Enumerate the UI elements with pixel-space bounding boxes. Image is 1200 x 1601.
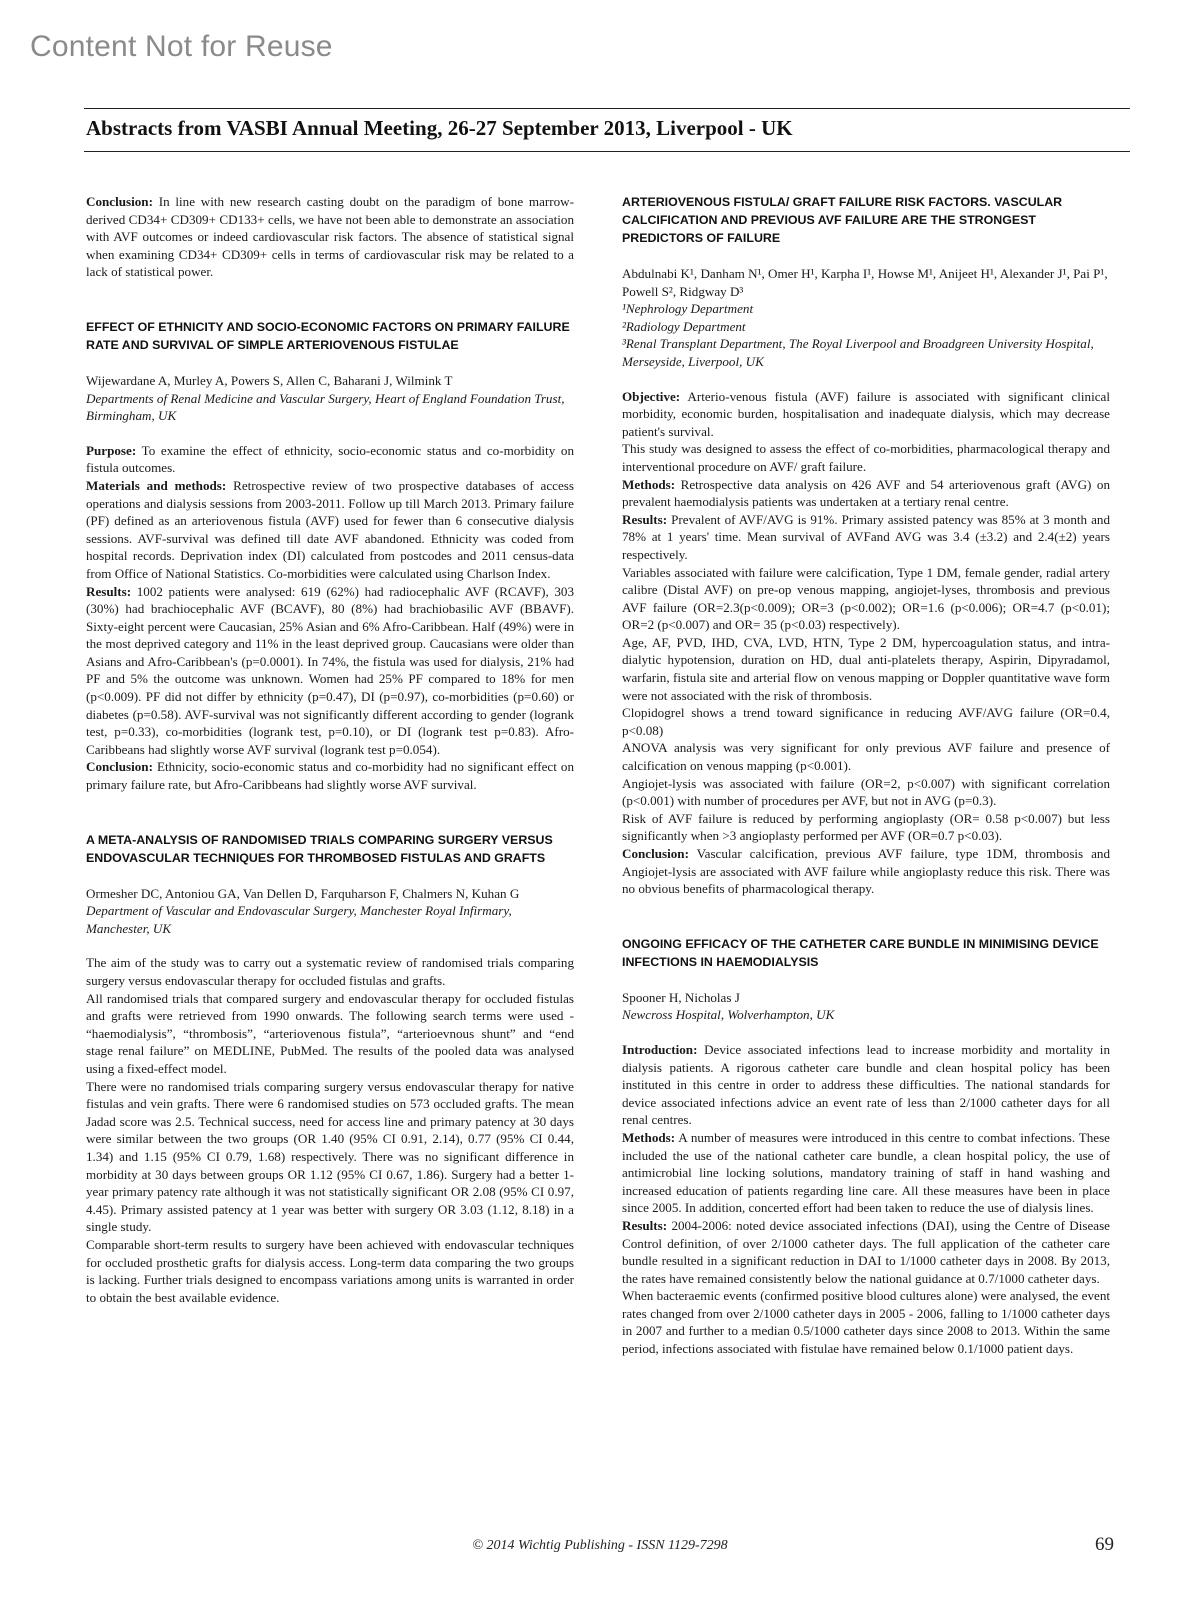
conclusion-label: Conclusion: (86, 194, 153, 209)
section-label: Results: (86, 583, 132, 599)
affiliation-1: ¹Nephrology Department (622, 301, 754, 317)
abstract-paragraph: ANOVA analysis was very significant for only previous AVF failure and presence of calcification on venous mapping (p<0.001). (622, 740, 1110, 774)
header-rule-top (84, 108, 1130, 109)
abstract-paragraph: Comparable short-term results to surgery have been achieved with endovascular techniques for occluded prosthetic grafts for dialysis access. Long-term data comparing the two groups is lacking. Further trials designed to encompass variations among units is warranted in order to obtain the best available evidence. (86, 1236, 574, 1305)
continued-conclusion (86, 193, 574, 281)
abstract-paragraph: When bacteraemic events (confirmed positive blood cultures alone) were analysed, the event rates changed from over 2/1000 catheter days in 2005 - 2006, falling to 1/1000 catheter days in 2007 and further to a median 0.5/1000 catheter days since 2008 to 2013. Within the same period, infections associated with fistulae have remained below 0.1/1000 patient days. (622, 1288, 1110, 1357)
abstract-methods (622, 1129, 1110, 1217)
abstract-methods (86, 477, 574, 583)
section-text: Vascular calcification, previous AVF failure, type 1DM, thrombosis and Angiojet-lysis are associated with AVF failure while angioplasty reduce this risk. There was no obvious benefits of pharmacological therapy. (622, 846, 1110, 897)
right-column (622, 193, 1110, 1358)
abstract-introduction (622, 1041, 1110, 1129)
abstract-paragraph: Variables associated with failure were calcification, Type 1 DM, female gender, radial artery calibre (Distal AVF) on pre-op venous mapping, angiojet-lyses, thrombosis and previous AVF failure (OR=2.3(p<0.009); OR=3 (p<0.002); OR=1.6 (p<0.006); OR=4.7 (p<0.01); OR=2 (p<0.007) and OR= 35 (p<0.03) respectively). (622, 564, 1110, 633)
section-label: Methods: (622, 1129, 676, 1145)
section-text: 1002 patients were analysed: 619 (62%) had radiocephalic AVF (RCAVF), 303 (30%) had brachiocephalic AVF (BCAVF), 80 (8%) had brachiobasilic AVF (BBAVF). Sixty-eight percent were Caucasian, 25% Asian and 6% Afro-Caribbean. Half (49%) were in the most deprived category and 11% in the least deprived group. Caucasians were older than Asians and Afro-Caribbean's (p=0.0001). In 74%, the fistula was used for dialysis, 21% had PF and 5% the outcome was unknown. Women had 25% PF compared to 18% for men (p<0.009). PF did not differ by ethnicity (p=0.47), DI (p=0.97), co-morbidities (p=0.60) or diabetes (p=0.58). AVF-survival was not significantly different according to gender (logrank test, p=0.33), co-morbidities (logrank test, p=0.10), or DI (logrank test p=0.83). Afro-Caribbeans had slightly worse AVF survival (logrank test p=0.054). (86, 583, 574, 757)
section-label: Conclusion: (86, 759, 153, 775)
abstract-title: A META-ANALYSIS OF RANDOMISED TRIALS COMPARING SURGERY VERSUS ENDOVASCULAR TECHNIQUES FOR THROMBOSED FISTULAS AND GRAFTS (86, 832, 553, 865)
abstract-affiliation: Department of Vascular and Endovascular Surgery, Manchester Royal Infirmary, Manchester, UK (86, 903, 512, 936)
section-text: A number of measures were introduced in this centre to combat infections. These included the use of the national catheter care bundle, a clean hospital policy, the use of antimicrobial line locking solutions, mandatory training of staff in hand washing and increased education of patients regarding line care. All these measures have been in place since 2005. In addition, concerted effort had been taken to reduce the use of dialysis lines. (622, 1129, 1110, 1216)
abstract-paragraph: There were no randomised trials comparing surgery versus endovascular therapy for native fistulas and vein grafts. There were 6 randomised studies on 573 occluded grafts. The mean Jadad score was 2.5. Technical success, need for access line and primary patency at 30 days were similar between the two groups (OR 1.40 (95% CI 0.91, 2.14), 0.77 (95% CI 0.44, 1.34) and 1.15 (95% CI 0.79, 1.68) respectively. There was no significant difference in morbidity at 30 days between groups OR 1.12 (95% CI 0.67, 1.86). Surgery had a better 1-year primary patency rate although it was not statistically significant OR 2.08 (95% CI 0.97, 4.45). Primary assisted patency at 1 year was better with surgery OR 3.03 (1.12, 8.18) in a single study. (86, 1078, 574, 1235)
abstract-results (622, 511, 1110, 564)
section-label: Results: (622, 1217, 668, 1233)
abstract-paragraph: Angiojet-lysis was associated with failure (OR=2, p<0.007) with significant correlation (p<0.001) with number of procedures per AVF, but not in AVG (p=0.3). (622, 775, 1110, 809)
affiliation-2: ²Radiology Department (622, 318, 746, 334)
abstract-paragraph: All randomised trials that compared surgery and endovascular therapy for occluded fistulas and grafts were retrieved from 1990 onwards. The following search terms were used - “haemodialysis”, “thrombosis”, “arteriovenous fistula”, “arterioevnous shunt” and “end stage renal failure” on MEDLINE, PubMed. The results of the pooled data was analysed using a fixed-effect model. (86, 990, 574, 1076)
abstract-authors: Wijewardane A, Murley A, Powers S, Allen C, Baharani J, Wilmink T (86, 372, 453, 388)
section-text: Arterio-venous fistula (AVF) failure is associated with significant clinical morbidity, economic burden, hospitalisation and inadequate dialysis, which may decrease patient's survival. (622, 388, 1110, 439)
section-text: 2004-2006: noted device associated infections (DAI), using the Centre of Disease Control definition, of over 2/1000 catheter days. The full application of the catheter care bundle resulted in a significant reduction in DAI to 1/1000 catheter days in 2008. By 2013, the rates have remained consistently below the national guidance at 0.7/1000 catheter days. (622, 1217, 1110, 1286)
abstract-title: ONGOING EFFICACY OF THE CATHETER CARE BUNDLE IN MINIMISING DEVICE INFECTIONS IN HAEMODIALYSIS (622, 936, 1099, 969)
affiliation-3: ³Renal Transplant Department, The Royal Liverpool and Broadgreen University Hospital, Merseyside, Liverpool, UK (622, 336, 1094, 369)
conclusion-text: In line with new research casting doubt on the paradigm of bone marrow-derived CD34+ CD309+ CD133+ cells, we have not been able to demonstrate an association with AVF outcomes or indeed cardiovascular risk factors. The absence of statistical signal when examining CD34+ CD309+ cells in terms of cardiovascular risk may be related to a lack of statistical power. (86, 194, 574, 280)
section-text: Ethnicity, socio-economic status and co-morbidity had no significant effect on primary failure rate, but Afro-Caribbeans had slightly worse AVF survival. (86, 759, 574, 793)
abstract-title: ARTERIOVENOUS FISTULA/ GRAFT FAILURE RISK FACTORS. VASCULAR CALCIFICATION AND PREVIOUS AVF FAILURE ARE THE STRONGEST PREDICTORS OF FAILURE (622, 195, 1063, 245)
abstract-purpose (86, 442, 574, 477)
abstract-results (86, 583, 574, 759)
journal-header: Abstracts from VASBI Annual Meeting, 26-27 September 2013, Liverpool - UK (86, 116, 793, 140)
abstract-authors: Spooner H, Nicholas J (622, 989, 740, 1005)
abstract-paragraph: Age, AF, PVD, IHD, CVA, LVD, HTN, Type 2 DM, hypercoagulation status, and intra-dialytic hypotension, duration on HD, dual anti-platelets therapy, Aspirin, Dipyradamol, warfarin, fistula site and arterial flow on venous mapping or Doppler quantitative wave form were not associated with the risk of thrombosis. (622, 634, 1110, 703)
section-label: Materials and methods: (86, 477, 227, 493)
abstract-methods (622, 476, 1110, 511)
abstract-paragraph: Clopidogrel shows a trend toward significance in reducing AVF/AVG failure (OR=0.4, p<0.08) (622, 705, 1110, 738)
abstract-authors: Ormesher DC, Antoniou GA, Van Dellen D, Farquharson F, Chalmers N, Kuhan G (86, 885, 520, 901)
section-text: Device associated infections lead to increase morbidity and mortality in dialysis patients. A rigorous catheter care bundle and clean hospital policy has been instituted in this centre in order to address these difficulties. The national standards for device associated infections advice an event rate of less than 2/1000 catheter days for all renal centres. (622, 1041, 1110, 1128)
abstract-results (622, 1217, 1110, 1287)
header-rule-bottom (84, 151, 1130, 152)
abstract-design: This study was designed to assess the effect of co-morbidities, pharmacological therapy and interventional procedure on AVF/ graft failure. (622, 441, 1110, 474)
section-text: To examine the effect of ethnicity, socio-economic status and co-morbidity on fistula outcomes. (86, 442, 574, 476)
abstract-paragraph: Risk of AVF failure is reduced by performing angioplasty (OR= 0.58 p<0.007) but less significantly when >3 angioplasty performed per AVF (OR=0.7 p<0.03). (622, 810, 1110, 844)
page-number: 69 (1095, 1534, 1114, 1555)
abstract-title: EFFECT OF ETHNICITY AND SOCIO-ECONOMIC FACTORS ON PRIMARY FAILURE RATE AND SURVIVAL OF SIMPLE ARTERIOVENOUS FISTULAE (86, 319, 570, 352)
section-label: Purpose: (86, 442, 137, 458)
footer-copyright: © 2014 Wichtig Publishing - ISSN 1129-7298 (472, 1538, 728, 1553)
section-label: Methods: (622, 476, 676, 492)
abstract-paragraph: The aim of the study was to carry out a systematic review of randomised trials comparing surgery versus endovascular therapy for occluded fistulas and grafts. (86, 955, 574, 988)
section-text: Retrospective review of two prospective databases of access operations and dialysis sessions from 2003-2011. Follow up till March 2013. Primary failure (PF) defined as an arteriovenous fistula (AVF) used for fewer than 6 consecutive dialysis sessions. AVF-survival was defined till date AVF abandoned. Ethnicity was coded from hospital records. Deprivation index (DI) calculated from postcodes and 2011 census-data from Office of National Statistics. Co-morbidities were calculated using Charlson Index. (86, 477, 574, 581)
section-text: Prevalent of AVF/AVG is 91%. Primary assisted patency was 85% at 3 month and 78% at 1 years' time. Mean survival of AVFand AVG was 3.4 (±3.2) and 2.4(±2) years respectively. (622, 511, 1110, 562)
abstract-objective (622, 388, 1110, 441)
section-label: Objective: (622, 388, 681, 404)
abstract-affiliation: Departments of Renal Medicine and Vascular Surgery, Heart of England Foundation Trust, Birmingham, UK (86, 390, 565, 424)
section-text: Retrospective data analysis on 426 AVF and 54 arteriovenous graft (AVG) on prevalent haemodialysis patients was undertaken at a tertiary renal centre. (622, 476, 1110, 510)
section-label: Results: (622, 511, 668, 527)
abstract-affiliation: Newcross Hospital, Wolverhampton, UK (622, 1007, 835, 1023)
abstract-conclusion (86, 758, 574, 793)
abstract-conclusion (622, 845, 1110, 898)
abstract-authors: Abdulnabi K¹, Danham N¹, Omer H¹, Karpha I¹, Howse M¹, Anijeet H¹, Alexander J¹, Pai P¹, Powell S², Ridgway D³ (622, 266, 1108, 299)
section-label: Introduction: (622, 1041, 698, 1057)
section-label: Conclusion: (622, 846, 689, 861)
left-column (86, 193, 574, 1306)
watermark: Content Not for Reuse (30, 30, 333, 63)
